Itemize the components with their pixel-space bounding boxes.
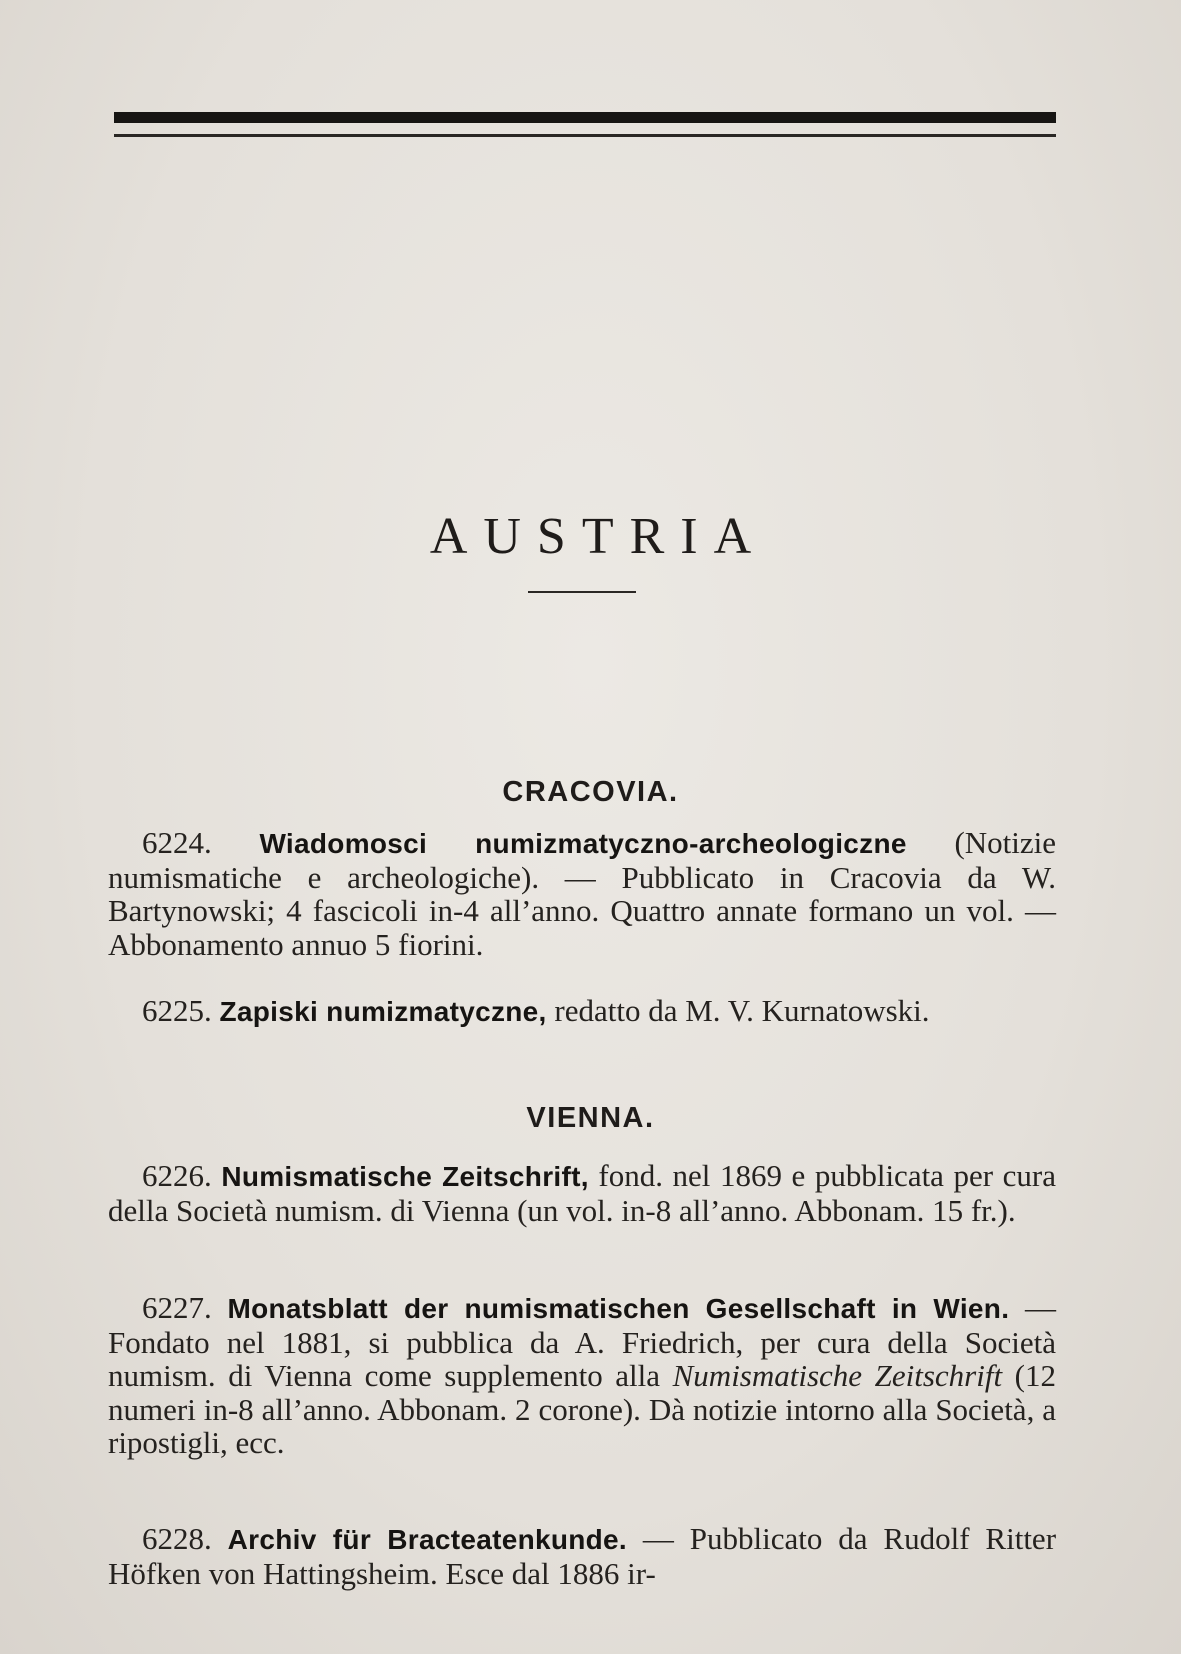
- entry-title: Zapiski numizmatyczne,: [219, 996, 547, 1027]
- entry-6228: [108, 1522, 1056, 1590]
- entry-text: (12 numeri in-8 all’anno. Abbonam. 2 corone). Dà notizie intorno alla Società, a ripostigli, ecc.: [108, 1358, 1056, 1460]
- entry-6224: [108, 826, 1056, 961]
- entry-title: Monatsblatt der numismatischen Gesellschaft in Wien.: [227, 1293, 1010, 1324]
- entry-text: redatto da M. V. Kurnatowski.: [554, 993, 930, 1028]
- entry-number: 6228.: [142, 1521, 212, 1556]
- entry-italic-title: Numismatische Zeitschrift: [672, 1358, 1003, 1393]
- entry-text: — Fondato nel 1881, si pubblica da A. Friedrich, per cura della Società numism. di Vienna come supplemento alla: [108, 1290, 1057, 1393]
- header-rule-thick: [114, 112, 1056, 123]
- entry-title: Wiadomosci numizmatyczno-archeologiczne: [259, 828, 907, 859]
- country-heading-rule: [528, 591, 636, 593]
- section-title-cracovia: CRACOVIA.: [502, 776, 679, 808]
- header-rule-thin: [114, 134, 1056, 137]
- entry-number: 6227.: [142, 1290, 212, 1325]
- section-title-vienna: VIENNA.: [526, 1102, 655, 1134]
- entry-number: 6225.: [142, 993, 212, 1028]
- country-heading: AUSTRIA: [429, 508, 768, 565]
- entry-6227: [108, 1291, 1056, 1460]
- entry-title: Archiv für Bracteatenkunde.: [227, 1524, 628, 1555]
- entry-title: Numismatische Zeitschrift,: [221, 1161, 589, 1192]
- entry-6225: [108, 994, 1056, 1029]
- entry-6226: [108, 1159, 1056, 1227]
- entry-number: 6226.: [142, 1158, 212, 1193]
- entry-number: 6224.: [142, 825, 212, 860]
- entry-text: — Pubblicato da Rudolf Ritter Höfken von Hattingsheim. Esce dal 1886 ir-: [108, 1521, 1057, 1591]
- entry-text: fond. nel 1869 e pubblicata per cura della Società numism. di Vienna (un vol. in-8 all’anno. Abbonam. 15 fr.).: [108, 1158, 1056, 1228]
- entry-text: (Notizie numismatiche e archeologiche). — Pubblicato in Cracovia da W. Bartynowski; 4 fascicoli in-4 all’anno. Quattro annate formano un vol. — Abbonamento annuo 5 fiorini.: [108, 825, 1057, 962]
